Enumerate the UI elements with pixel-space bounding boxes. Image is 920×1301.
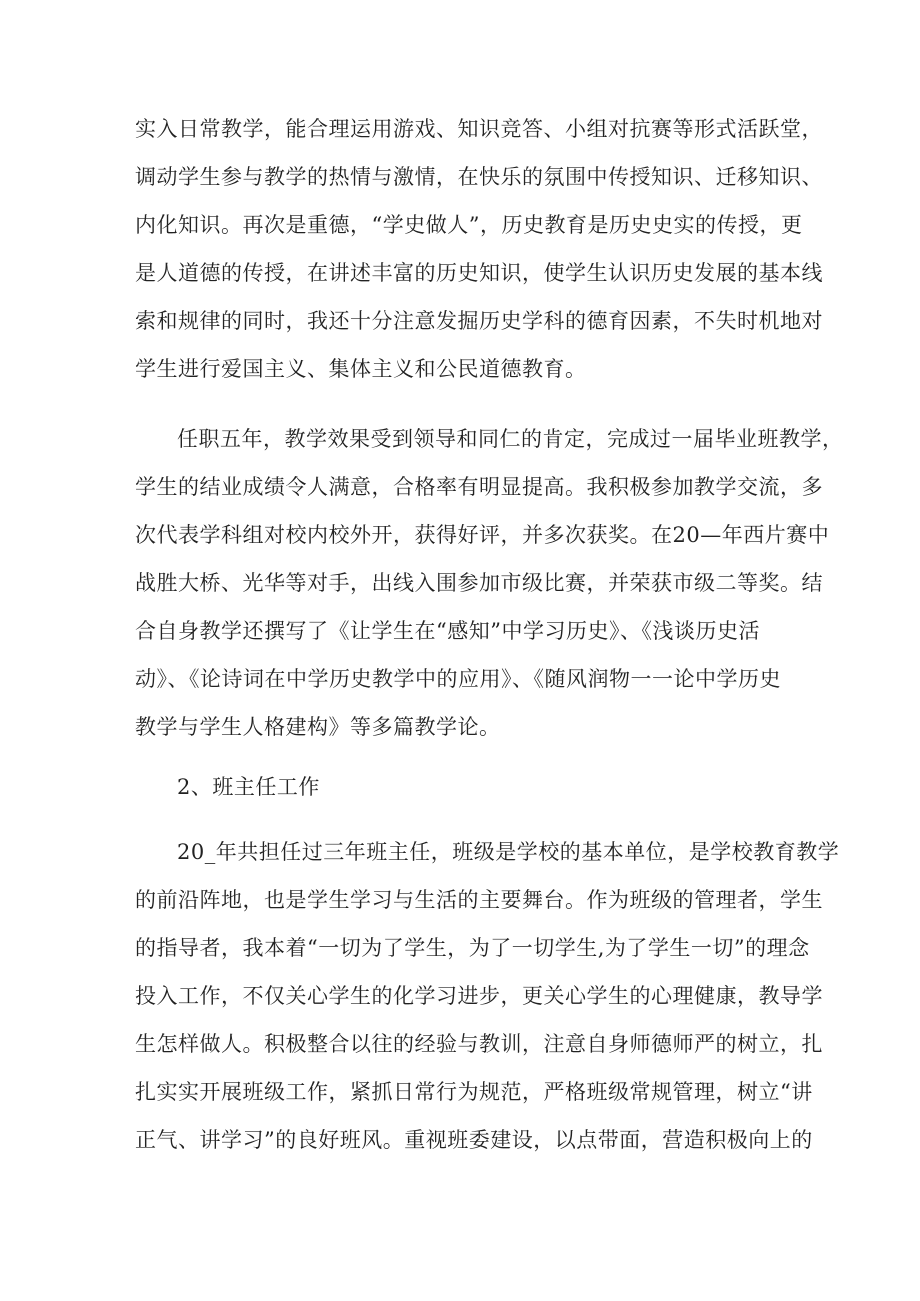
section-heading-text: 2、班主任工作 xyxy=(177,775,320,799)
text-line: 学生进行爱国主义、集体主义和公民道德教育。 xyxy=(135,357,587,381)
text-line: 战胜大桥、光华等对手，出线入围参加市级比赛，并荣获市级二等奖。结 xyxy=(135,571,823,595)
text-line: 动》、《论诗词在中学历史教学中的应用》、《随风润物一一论中学历史 xyxy=(135,667,781,691)
text-line: 投入工作，不仅关心学生的化学习进步，更关心学生的心理健康，教导学 xyxy=(135,984,823,1008)
text-line: 合自身教学还撰写了《让学生在“感知”中学习历史》、《浅谈历史活 xyxy=(135,619,760,643)
text-line: 的指导者，我本着“一切为了学生，为了一切学生,为了学生一切”的理念 xyxy=(135,936,810,960)
text-line: 学生的结业成绩令人满意，合格率有明显提高。我积极参加教学交流，多 xyxy=(135,475,823,499)
text-line: 次代表学科组对校内校外开，获得好评，并多次获奖。在20—年西片赛中 xyxy=(135,523,830,547)
text-line: 索和规律的同时，我还十分注意发掘历史学科的德育因素，不失时机地对 xyxy=(135,309,823,333)
text-line: 调动学生参与教学的热情与激情，在快乐的氛围中传授知识、迁移知识、 xyxy=(135,165,823,189)
text-line: 实入日常教学，能合理运用游戏、知识竞答、小组对抗赛等形式活跃堂， xyxy=(135,117,823,141)
paragraph-2 xyxy=(135,415,844,751)
text-line: 内化知识。再次是重德，“学史做人”，历史教育是历史史实的传授，更 xyxy=(135,213,803,237)
text-line: 生怎样做人。积极整合以往的经验与教训，注意自身师德师严的树立，扎 xyxy=(135,1032,823,1056)
text-line: 20_年共担任过三年班主任，班级是学校的基本单位，是学校教育教学 xyxy=(177,840,840,864)
text-line: 的前沿阵地，也是学生学习与生活的主要舞台。作为班级的管理者，学生 xyxy=(135,888,823,912)
section-heading xyxy=(135,763,795,811)
text-line: 任职五年，教学效果受到领导和同仁的肯定，完成过一届毕业班教学， xyxy=(177,427,844,451)
text-line: 扎实实开展班级工作，紧抓日常行为规范，严格班级常规管理，树立“讲 xyxy=(135,1080,813,1104)
text-line: 是人道德的传授，在讲述丰富的历史知识，使学生认识历史发展的基本线 xyxy=(135,261,823,285)
text-line: 教学与学生人格建构》等多篇教学论。 xyxy=(135,715,501,739)
paragraph-1 xyxy=(135,105,823,393)
text-line: 正气、讲学习”的良好班风。重视班委建设，以点带面，营造积极向上的 xyxy=(135,1128,813,1152)
paragraph-3 xyxy=(135,828,840,1164)
